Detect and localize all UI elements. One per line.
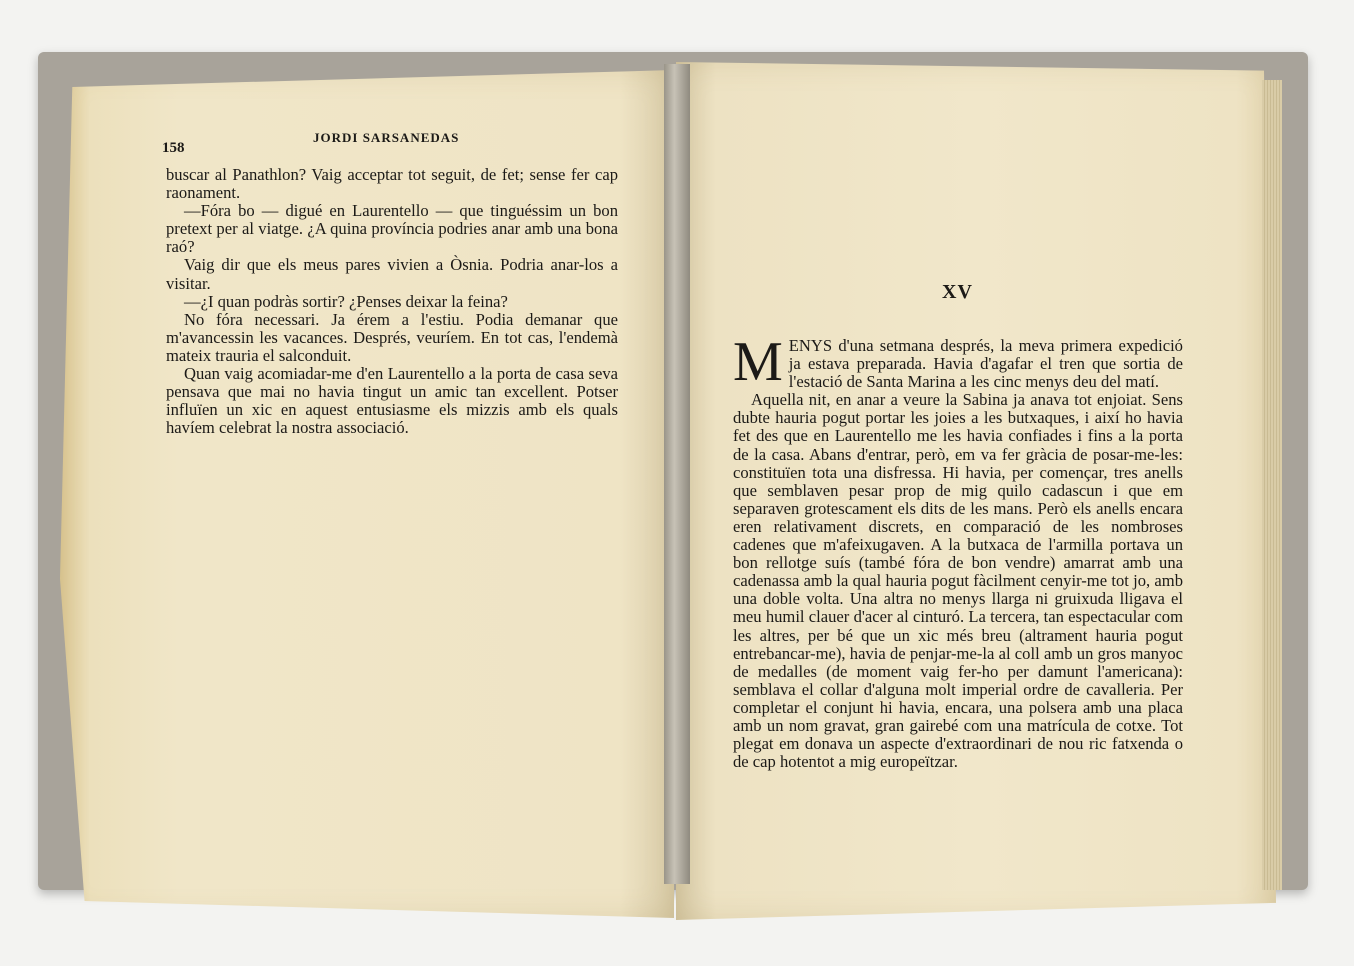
paragraph: Vaig dir que els meus pares vivien a Òsnia. Podria anar-los a visitar. (166, 255, 618, 293)
left-page-body (166, 166, 618, 437)
running-head: JORDI SARSANEDAS (313, 130, 460, 145)
first-paragraph-text: d'una setmana després, la meva primera expedició ja estava preparada. Havia d'agafar el tren que sortia de l'estació de Santa Marina a les cinc menys deu del matí. (788, 336, 1183, 392)
drop-cap: M (733, 331, 783, 393)
paragraph: —Fóra bo — digué en Laurentello — que tinguéssim un bon pretext per al viatge. ¿A quina província podries anar amb una bona raó? (166, 201, 618, 257)
paragraph: —¿I quan podràs sortir? ¿Penses deixar la feina? (184, 291, 508, 311)
first-paragraph (733, 331, 1183, 393)
page-number-left: 158 (162, 140, 185, 156)
paragraph: Quan vaig acomiadar-me d'en Laurentello a la porta de casa seva pensava que mai no havia tingut un amic tan excellent. Potser influïen un xic en aquest entusiasme els mizzis amb els quals havíem celebrat la nostra associació. (166, 364, 618, 438)
paragraph: buscar al Panathlon? Vaig acceptar tot seguit, de fet; sense fer cap raonament. (166, 165, 618, 203)
chapter-number: XV (942, 281, 973, 303)
book-spine (664, 64, 690, 884)
paragraph: No fóra necessari. Ja érem a l'estiu. Podia demanar que m'avancessin les vacances. Després, veuríem. En tot cas, l'endemà mateix trauria el salconduit. (166, 309, 618, 365)
paragraph: Aquella nit, en anar a veure la Sabina ja anava tot enjoiat. Sens dubte hauria pogut portar les joies a les butxaques, i així ho havia fet des que en Laurentello me les havia confiades i fins a la porta de la casa. Abans d'entrar, però, em va fer gràcia de posar-me-les: constituïen tota una disfressa. Hi havia, per començar, tres anells que semblaven pesar prop de mig quilo cadascun i que em separaven grotescament els dits de les mans. Però els anells encara eren relativament discrets, en comparació de les nombroses cadenes que m'afeixugaven. A la butxaca de l'armilla portava un bon rellotge suís (també fóra de bon vendre) amarrat amb una cadenassa amb la qual hauria pogut fàcilment cenyir-me tot jo, amb una doble volta. Una altra no menys llarga ni gruixuda lligava el meu humil clauer d'acer al cinturó. La tercera, tan espectacular com les altres, per bé que un xic més breu (altrament hauria pogut entrebancar-me), havia de penjar-me-la al coll amb un gros manyoc de medalles (de moment vaig fer-ho per damunt l'americana): semblava el collar d'alguna molt imperial ordre de cavalleria. Per completar el conjunt hi havia, encara, una polsera amb una placa amb un nom gravat, gran gairebé com una matrícula de cotxe. Tot plegat em donava un aspecte d'extraordinari de nou ric fatxenda o de cap hotentot a mig europeïtzar. (733, 390, 1183, 772)
page-edges (1262, 80, 1282, 890)
first-word-rest: ENYS (788, 336, 833, 355)
right-page-body (733, 331, 1183, 772)
